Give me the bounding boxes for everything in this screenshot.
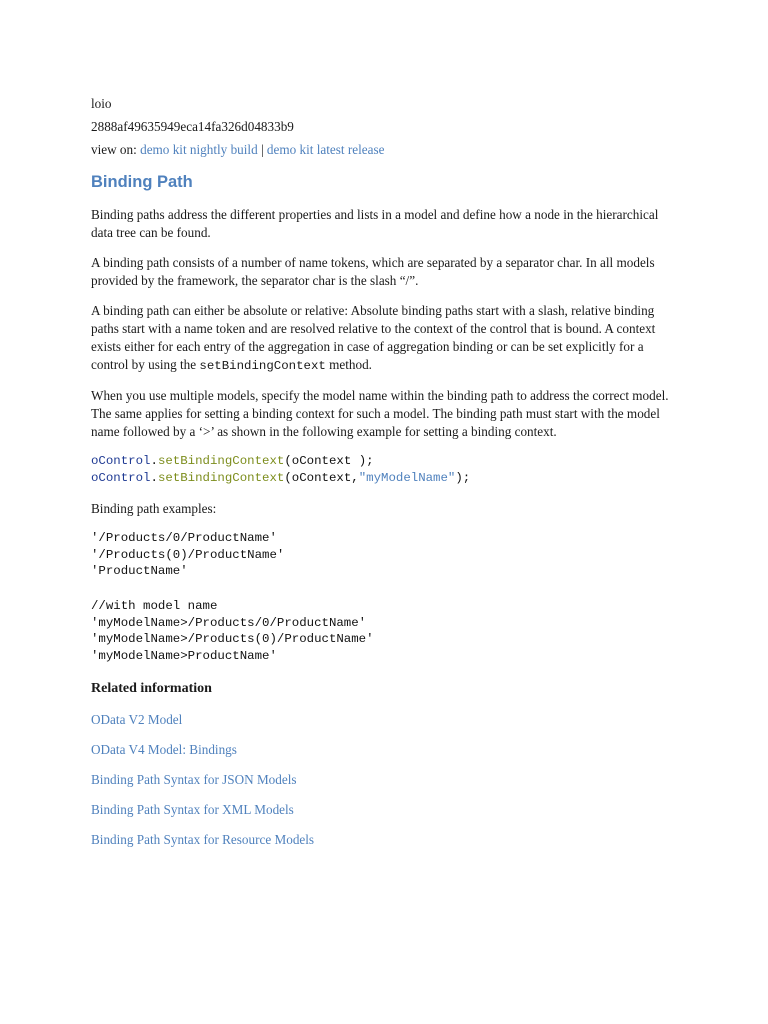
- example-line: '/Products(0)/ProductName': [91, 547, 285, 562]
- code-line: [91, 453, 681, 470]
- paragraph-text: method.: [325, 357, 372, 372]
- example-line: 'ProductName': [91, 564, 188, 579]
- code-line: [91, 470, 681, 487]
- link-separator: |: [260, 142, 264, 157]
- related-information-heading: Related information: [91, 681, 212, 697]
- loio-id: 2888af49635949eca14fa326d04833b9: [91, 119, 294, 134]
- code-args: (oContext,: [284, 470, 359, 485]
- code-function: setBindingContext: [157, 454, 285, 468]
- code-object: oControl: [91, 454, 151, 468]
- inline-code-setbindingcontext: setBindingContext: [199, 359, 326, 373]
- example-line: '/Products/0/ProductName': [91, 531, 277, 546]
- examples-code-block: [91, 530, 681, 664]
- code-function: setBindingContext: [157, 470, 285, 485]
- code-args: );: [455, 470, 471, 485]
- paragraph-text: A binding path can either be absolute or relative: Absolute binding paths start with a slash, relative binding paths start with a name token and are resolved relative to the context of the control that is bound. A context exists either for each entry of the aggregation in case of aggregation binding or can be set explicitly for a control by using the: [91, 303, 656, 372]
- document-page: [91, 95, 681, 861]
- code-args: (oContext );: [284, 454, 374, 468]
- related-link-odata-v4[interactable]: OData V4 Model: Bindings: [91, 742, 237, 758]
- paragraph-tokens: A binding path consists of a number of name tokens, which are separated by a separator char. In all models provided by the framework, the separator char is the slash “/”.: [91, 255, 655, 288]
- example-line: 'myModelName>/Products(0)/ProductName': [91, 632, 374, 647]
- code-string: "myModelName": [358, 470, 456, 485]
- demo-kit-latest-link[interactable]: demo kit latest release: [266, 142, 385, 157]
- code-dot: .: [150, 454, 158, 468]
- related-link-odata-v2[interactable]: OData V2 Model: [91, 712, 183, 728]
- view-on-line: [91, 141, 681, 159]
- code-dot: .: [150, 470, 158, 485]
- page-title: Binding Path: [91, 173, 193, 191]
- demo-kit-nightly-link[interactable]: demo kit nightly build: [140, 142, 258, 157]
- examples-label: Binding path examples:: [91, 501, 217, 517]
- loio-label: loio: [91, 96, 112, 111]
- example-line: 'myModelName>/Products/0/ProductName': [91, 615, 367, 630]
- paragraph-multiple-models: When you use multiple models, specify the model name within the binding path to address the correct model. The same applies for setting a binding context for such a model. The binding path must start with the model name followed by a ‘>’ as shown in the following example for setting a binding context.: [91, 388, 669, 439]
- related-link-xml-models[interactable]: Binding Path Syntax for XML Models: [91, 802, 294, 818]
- code-object: oControl: [91, 470, 151, 485]
- related-link-resource-models[interactable]: Binding Path Syntax for Resource Models: [91, 832, 315, 848]
- example-gap: [91, 580, 681, 598]
- paragraph-absolute-relative: [91, 302, 681, 375]
- view-on-label: view on:: [91, 142, 137, 157]
- example-line: 'myModelName>ProductName': [91, 648, 277, 663]
- code-example: [91, 453, 681, 486]
- paragraph-intro: Binding paths address the different properties and lists in a model and define how a node in the hierarchical data tree can be found.: [91, 207, 659, 240]
- related-link-json-models[interactable]: Binding Path Syntax for JSON Models: [91, 772, 297, 788]
- example-comment: //with model name: [91, 598, 218, 613]
